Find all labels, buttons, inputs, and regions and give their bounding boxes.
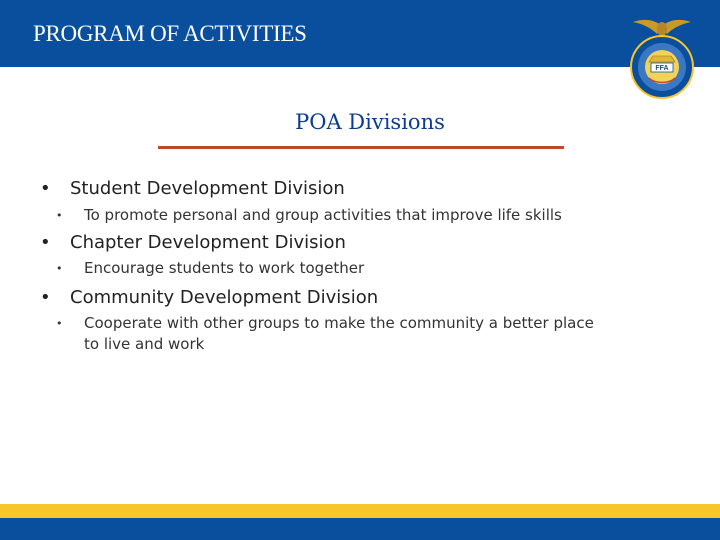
division-detail: Encourage students to work together <box>84 259 365 277</box>
footer-stripe <box>0 504 720 518</box>
footer-bar <box>0 518 720 540</box>
bullet: • <box>40 178 51 199</box>
ffa-emblem-icon <box>627 12 697 102</box>
division-name: Student Development Division <box>70 178 345 199</box>
division-name: Community Development Division <box>70 287 379 308</box>
bullet: • <box>40 232 51 253</box>
bullet: • <box>56 209 63 222</box>
bullet: • <box>56 317 63 330</box>
bullet: • <box>56 262 63 275</box>
division-detail: Cooperate with other groups to make the community a better place to live and work <box>84 314 594 353</box>
title-rule <box>158 146 564 149</box>
bullet: • <box>40 287 51 308</box>
emblem-text: FFA <box>655 65 669 72</box>
division-detail: To promote personal and group activities that improve life skills <box>84 206 562 224</box>
slide-title: POA Divisions <box>295 110 445 134</box>
header-title: PROGRAM OF ACTIVITIES <box>33 21 307 46</box>
division-name: Chapter Development Division <box>70 232 346 253</box>
header-bar <box>0 0 720 67</box>
